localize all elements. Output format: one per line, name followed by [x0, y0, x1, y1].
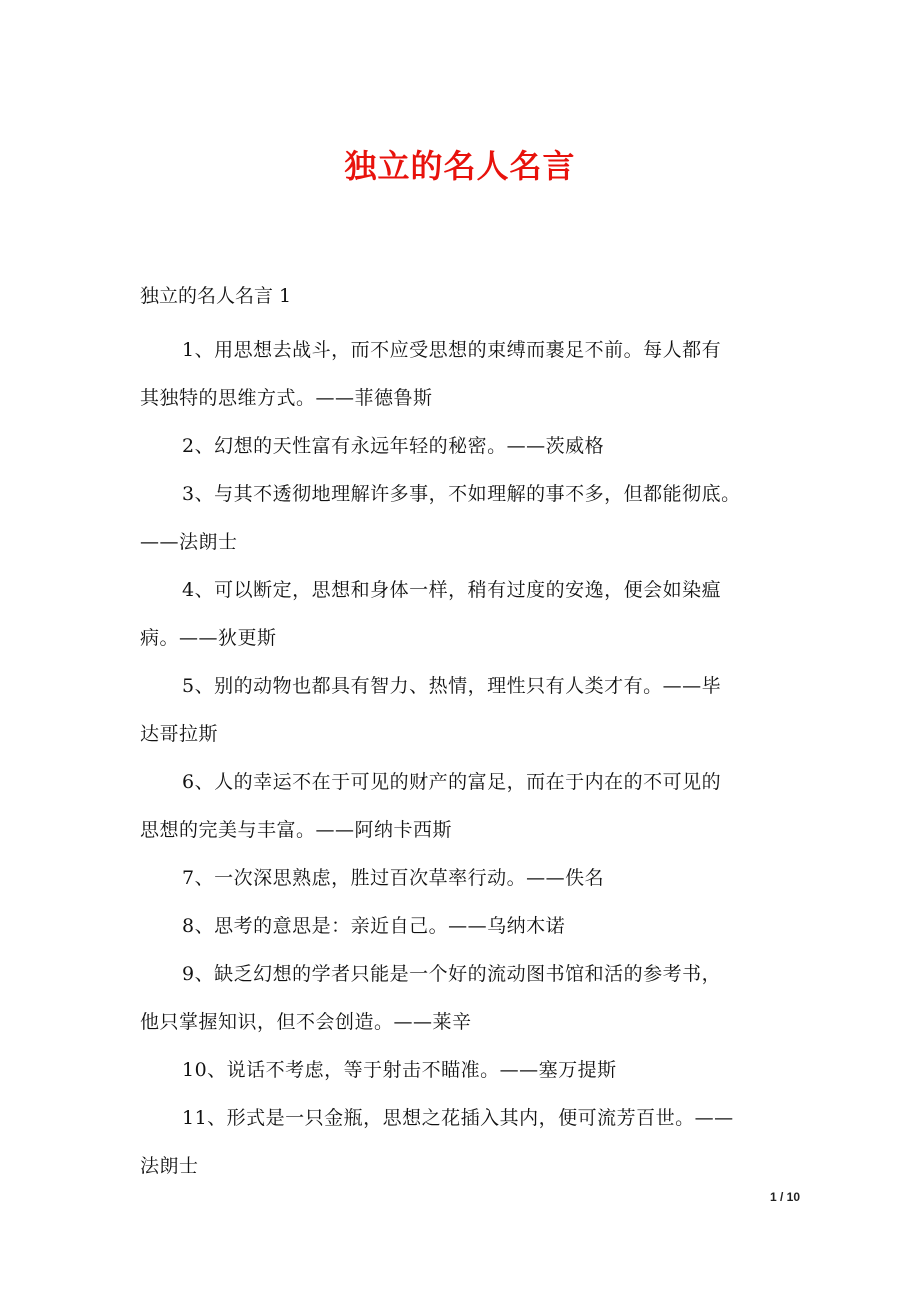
quote-line: 5、别的动物也都具有智力、热情，理性只有人类才有。——毕 — [182, 675, 722, 697]
quote-item — [140, 902, 800, 950]
quote-line-continued: 病。——狄更斯 — [140, 627, 277, 649]
quote-line: 10、说话不考虑，等于射击不瞄准。——塞万提斯 — [182, 1059, 617, 1081]
quote-line: 11、形式是一只金瓶，思想之花插入其内，便可流芳百世。—— — [182, 1107, 734, 1129]
quote-item — [140, 326, 800, 422]
quote-line: 3、与其不透彻地理解许多事，不如理解的事不多，但都能彻底。 — [182, 483, 741, 505]
quote-item — [140, 950, 800, 1046]
quote-item — [140, 854, 800, 902]
quote-item — [140, 422, 800, 470]
quote-line-continued: 他只掌握知识，但不会创造。——莱辛 — [140, 1011, 472, 1033]
quote-line: 7、一次深思熟虑，胜过百次草率行动。——佚名 — [182, 867, 605, 889]
quote-line-continued: 法朗士 — [140, 1155, 199, 1177]
quote-line: 8、思考的意思是：亲近自己。——乌纳木诺 — [182, 915, 566, 937]
section-heading: 独立的名人名言 1 — [140, 285, 292, 307]
quote-line: 9、缺乏幻想的学者只能是一个好的流动图书馆和活的参考书， — [182, 963, 722, 985]
quote-line: 2、幻想的天性富有永远年轻的秘密。——茨威格 — [182, 435, 605, 457]
quote-item — [140, 662, 800, 758]
quote-item — [140, 1094, 800, 1190]
quote-item — [140, 1046, 800, 1094]
quote-item — [140, 566, 800, 662]
quote-line-continued: 达哥拉斯 — [140, 723, 219, 745]
quote-item — [140, 758, 800, 854]
quote-line-continued: 其独特的思维方式。——菲德鲁斯 — [140, 387, 433, 409]
quote-item — [140, 470, 800, 566]
quotes-list — [140, 326, 800, 1190]
quote-line-continued: 思想的完美与丰富。——阿纳卡西斯 — [140, 819, 453, 841]
page-number: 1 / 10 — [769, 1190, 800, 1204]
quote-line-continued: ——法朗士 — [140, 531, 238, 553]
quote-line: 1、用思想去战斗，而不应受思想的束缚而裹足不前。每人都有 — [182, 339, 722, 361]
quote-line: 6、人的幸运不在于可见的财产的富足，而在于内在的不可见的 — [182, 771, 722, 793]
quote-line: 4、可以断定，思想和身体一样，稍有过度的安逸，便会如染瘟 — [182, 579, 722, 601]
document-title: 独立的名人名言 — [344, 147, 576, 185]
